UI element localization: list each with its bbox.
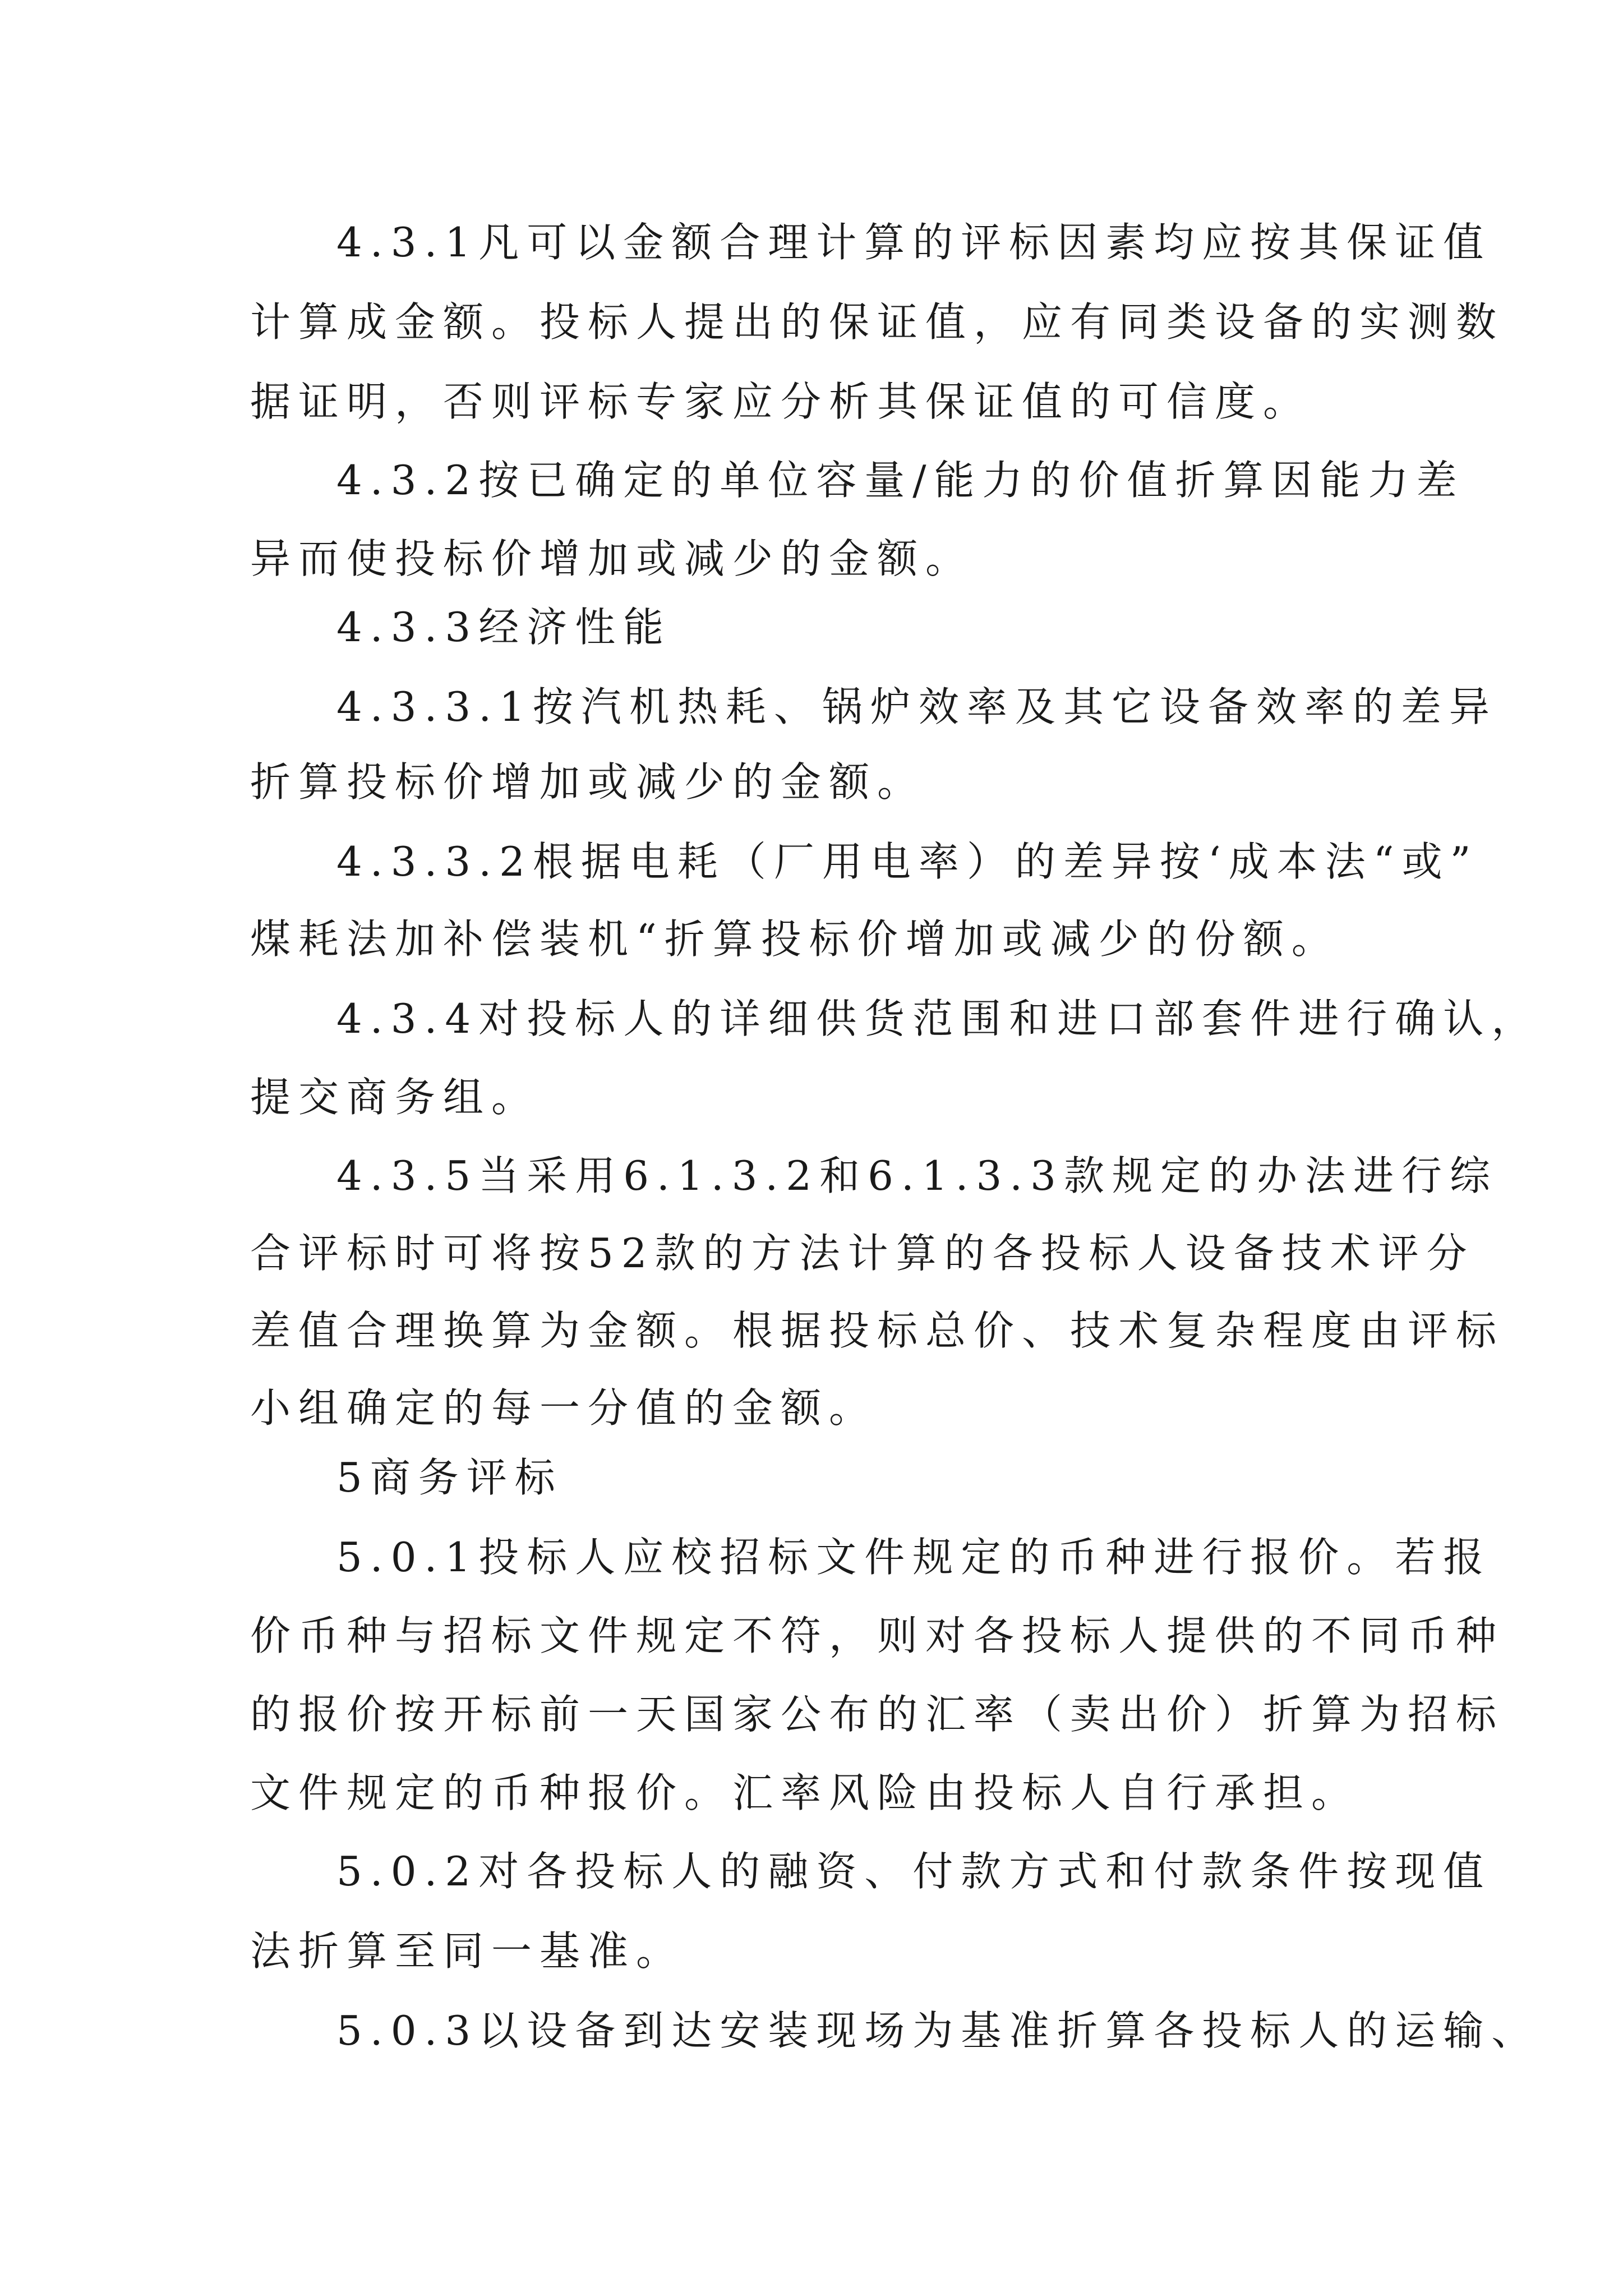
text-line: 提交商务组。 — [250, 1074, 540, 1121]
text-line: 5商务评标 — [336, 1454, 563, 1501]
text-line: 小组确定的每一分值的金额。 — [250, 1384, 878, 1432]
text-line: 4.3.4对投标人的详细供货范围和进口部套件进行确认， — [336, 995, 1540, 1042]
text-line: 差值合理换算为金额。根据投标总价、技术复杂程度由评标 — [250, 1307, 1505, 1354]
text-line: 4.3.5当采用6.1.3.2和6.1.3.3款规定的办法进行综 — [336, 1152, 1498, 1199]
text-line: 法折算至同一基准。 — [250, 1927, 685, 1975]
text-line: 合评标时可将按52款的方法计算的各投标人设备技术评分 — [250, 1230, 1475, 1277]
text-line: 的报价按开标前一天国家公布的汇率（卖出价）折算为招标 — [250, 1691, 1505, 1738]
text-line: 5.0.1投标人应校招标文件规定的币种进行报价。若报 — [336, 1534, 1492, 1581]
text-line: 4.3.2按已确定的单位容量/能力的价值折算因能力差 — [336, 457, 1465, 504]
text-line: 5.0.2对各投标人的融资、付款方式和付款条件按现值 — [336, 1848, 1492, 1895]
text-line: 异而使投标价增加或减少的金额。 — [250, 535, 974, 582]
text-line: 计算成金额。投标人提出的保证值，应有同类设备的实测数 — [250, 298, 1505, 346]
text-line: 煤耗法加补偿装机“折算投标价增加或减少的份额。 — [250, 915, 1340, 963]
text-line: 价币种与招标文件规定不符，则对各投标人提供的不同币种 — [250, 1612, 1505, 1659]
text-line: 5.0.3以设备到达安装现场为基准折算各投标人的运输、 — [336, 2007, 1540, 2054]
text-line: 折算投标价增加或减少的金额。 — [250, 758, 926, 806]
text-line: 4.3.3.1按汽机热耗、锅炉效率及其它设备效率的差异 — [336, 683, 1497, 730]
text-line: 4.3.1凡可以金额合理计算的评标因素均应按其保证值 — [336, 219, 1492, 266]
text-line: 4.3.3经济性能 — [336, 604, 672, 651]
text-line: 4.3.3.2根据电耗（厂用电率）的差异按‘成本法“或” — [336, 838, 1479, 885]
text-line: 文件规定的币种报价。汇率风险由投标人自行承担。 — [250, 1769, 1360, 1816]
text-line: 据证明，否则评标专家应分析其保证值的可信度。 — [250, 378, 1312, 425]
